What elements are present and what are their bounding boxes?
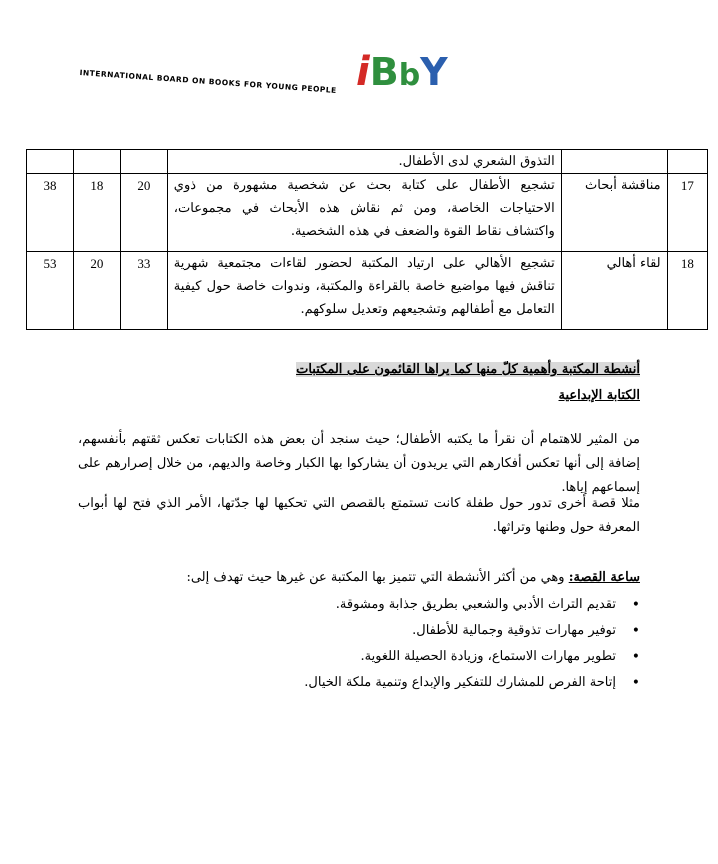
activity-description: التذوق الشعري لدى الأطفال.	[167, 150, 561, 174]
logo-letter-i: i	[356, 49, 370, 95]
section-heading	[296, 362, 640, 377]
logo-letter-y: Y	[420, 50, 448, 94]
activity-name	[561, 150, 667, 174]
value-cell	[120, 150, 167, 174]
story-hour-label: ساعة القصة:	[568, 570, 640, 585]
list-item: • تقديم التراث الأدبي والشعبي بطريق جذابة ومشوقة.	[304, 592, 640, 618]
logo-mark	[356, 49, 448, 96]
list-item: • توفير مهارات تذوقية وجمالية للأطفال.	[304, 618, 640, 644]
story-hour-lead	[186, 570, 640, 585]
activities-table	[26, 149, 708, 330]
section-heading-text: أنشطة المكتبة وأهمية كلّ منها كما يراها القائمون على المكتبات	[296, 362, 640, 377]
logo-tagline: INTERNATIONAL BOARD ON BOOKS FOR YOUNG PEOPLE	[79, 68, 338, 95]
value-cell: 53	[27, 252, 74, 330]
paragraph-creative-writing: من المثير للاهتمام أن نقرأ ما يكتبه الأطفال؛ حيث سنجد أن بعض هذه الكتابات تعكس ثقتهم بأنفسهم، إضافة إلى أنها تعكس أفكارهم التي يريدون أن يشاركوا بها الكبار وخاصة والديهم، من خلال إصرارهم على إسماعهم إياها.	[78, 432, 640, 495]
value-cell: 18	[73, 174, 120, 252]
activity-description: تشجيع الأهالي على ارتياد المكتبة لحضور لقاءات مجتمعية شهرية تناقش فيها مواضيع خاصة بالقراءة والمكتبة، وندوات خاصة حول كيفية التعامل مع أطفالهم وتشجيعهم وتعديل سلوكهم.	[167, 252, 561, 330]
table-row	[27, 174, 708, 252]
table-row	[27, 252, 708, 330]
activity-name: مناقشة أبحاث	[561, 174, 667, 252]
activity-description: تشجيع الأطفال على كتابة بحث عن شخصية مشهورة من ذوي الاحتياجات الخاصة، ومن ثم نقاش هذه الأبحاث في مجموعات، واكتشاف نقاط القوة والضعف في هذه الشخصية.	[167, 174, 561, 252]
value-cell: 20	[73, 252, 120, 330]
value-cell: 20	[120, 174, 167, 252]
logo-letter-b: B	[369, 50, 399, 94]
value-cell: 38	[27, 174, 74, 252]
paragraph-story-example: مثلا قصة أخرى تدور حول طفلة كانت تستمتع بالقصص التي تحكيها لها جدّتها، الأمر الذي فتح لها أبواب المعرفة حول وطنها وتراثها.	[78, 496, 640, 535]
list-item: • تطوير مهارات الاستماع، وزيادة الحصيلة اللغوية.	[304, 644, 640, 670]
story-hour-goals	[304, 592, 640, 696]
row-number	[667, 150, 707, 174]
value-cell: 33	[120, 252, 167, 330]
value-cell	[73, 150, 120, 174]
list-item: • إتاحة الفرص للمشارك للتفكير والإبداع وتنمية ملكة الخيال.	[304, 670, 640, 696]
section-subheading: الكتابة الإبداعية	[558, 388, 640, 403]
activity-name: لقاء أهالي	[561, 252, 667, 330]
row-number: 17	[667, 174, 707, 252]
row-number: 18	[667, 252, 707, 330]
table-row	[27, 150, 708, 174]
logo-letter-b-small: b	[398, 58, 421, 93]
story-hour-text: وهي من أكثر الأنشطة التي تتميز بها المكتبة عن غيرها حيث تهدف إلى:	[186, 570, 569, 585]
value-cell	[27, 150, 74, 174]
ibby-logo	[79, 49, 460, 102]
